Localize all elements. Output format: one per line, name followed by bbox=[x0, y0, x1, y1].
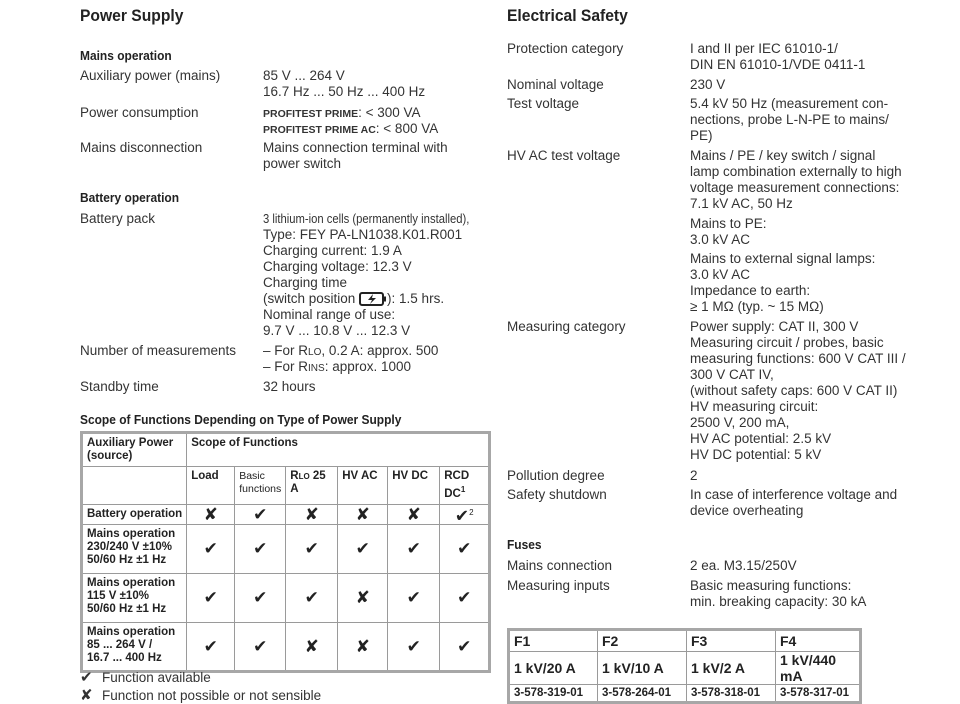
scope-cell: ✔ bbox=[187, 524, 235, 573]
fuse-part: 3-578-264-01 bbox=[598, 685, 687, 703]
battery-pack-value: Type: FEY PA-LN1038.K01.R001 Charging current: 1.9 A Charging voltage: 12.3 V Charging time bbox=[263, 227, 463, 290]
hv-ac-test-voltage-value: Mains / PE / key switch / signal lamp combination externally to high voltage measurement connections: 7.1 kV AC, 50 Hz bbox=[690, 148, 902, 211]
scope-cell: ✘ bbox=[338, 622, 388, 671]
nominal-voltage-label: Nominal voltage bbox=[507, 77, 604, 92]
fuse-inputs-value: Basic measuring functions: min. breaking capacity: 30 kA bbox=[690, 578, 867, 609]
mains-disconnection-value: Mains connection terminal with power switch bbox=[263, 140, 448, 171]
battery-operation-heading: Battery operation bbox=[80, 190, 180, 205]
safety-shutdown-label: Safety shutdown bbox=[507, 487, 607, 502]
aux-power-value: 85 V ... 264 V 16.7 Hz ... 50 Hz ... 400 Hz bbox=[263, 68, 426, 99]
scope-cell: ✘ bbox=[286, 622, 338, 671]
scope-row-label: Mains operation 85 ... 264 V / 16.7 ... 400 Hz bbox=[82, 622, 187, 671]
nominal-range-value: Nominal range of use: 9.7 V ... 10.8 V ... 12.3 V bbox=[263, 307, 411, 338]
scope-hdr-rlo: RLO 25 A bbox=[286, 467, 338, 505]
standby-value: 32 hours bbox=[263, 379, 316, 394]
test-voltage-label: Test voltage bbox=[507, 96, 580, 111]
scope-cell: ✔ bbox=[388, 573, 440, 622]
standby-label: Standby time bbox=[80, 379, 159, 394]
protection-category-value: I and II per IEC 61010-1/ DIN EN 61010-1/VDE 0411-1 bbox=[690, 41, 866, 72]
scope-hdr-load: Load bbox=[187, 467, 235, 505]
cross-icon: ✘ bbox=[80, 687, 93, 704]
scope-cell: ✔ bbox=[338, 524, 388, 573]
fuse-mains-value: 2 ea. M3.15/250V bbox=[690, 558, 797, 573]
scope-col-functions: Scope of Functions bbox=[187, 433, 490, 467]
scope-col-source: Auxiliary Power (source) bbox=[82, 433, 187, 467]
power-supply-title: Power Supply bbox=[80, 6, 184, 25]
scope-cell: ✔ bbox=[286, 573, 338, 622]
scope-cell: ✔$^2$ bbox=[440, 504, 490, 524]
scope-cell: ✔ bbox=[235, 573, 286, 622]
scope-row-label: Mains operation 230/240 V ±10% 50/60 Hz ±1 Hz bbox=[82, 524, 187, 573]
fuse-mains-label: Mains connection bbox=[507, 558, 613, 573]
electrical-safety-title: Electrical Safety bbox=[507, 6, 628, 25]
legend-available: ✔ Function available bbox=[80, 669, 211, 686]
scope-cell: ✘ bbox=[187, 504, 235, 524]
scope-cell: ✔ bbox=[187, 622, 235, 671]
scope-row-label: Mains operation 115 V ±10% 50/60 Hz ±1 Hz bbox=[82, 573, 187, 622]
scope-cell: ✔ bbox=[235, 504, 286, 524]
scope-cell: ✔ bbox=[235, 622, 286, 671]
fuse-part: 3-578-317-01 bbox=[776, 685, 861, 703]
scope-heading: Scope of Functions Depending on Type of Power Supply bbox=[80, 412, 402, 427]
fuse-rating: 1 kV/10 A bbox=[598, 652, 687, 685]
nominal-voltage-value: 230 V bbox=[690, 77, 726, 92]
scope-cell: ✔ bbox=[388, 622, 440, 671]
measurements-rins: – For RINS: approx. 1000 bbox=[263, 359, 412, 374]
fuse-rating: 1 kV/2 A bbox=[687, 652, 776, 685]
battery-pack-label: Battery pack bbox=[80, 211, 156, 226]
fuse-header: F4 bbox=[776, 630, 861, 652]
scope-hdr-hvdc: HV DC bbox=[388, 467, 440, 505]
power-consumption-label: Power consumption bbox=[80, 105, 199, 120]
mains-disconnection-label: Mains disconnection bbox=[80, 140, 203, 155]
power-consumption-ac-value: PROFITEST PRIME AC: < 800 VA bbox=[263, 121, 439, 136]
fuse-part: 3-578-319-01 bbox=[509, 685, 598, 703]
scope-hdr-hvac: HV AC bbox=[338, 467, 388, 505]
scope-cell: ✔ bbox=[388, 524, 440, 573]
fuse-rating: 1 kV/440 mA bbox=[776, 652, 861, 685]
battery-charge-icon bbox=[359, 292, 387, 306]
mains-operation-heading: Mains operation bbox=[80, 48, 172, 63]
fuse-rating: 1 kV/20 A bbox=[509, 652, 598, 685]
charging-time-value: (switch position ): 1.5 hrs. bbox=[263, 291, 445, 306]
scope-cell: ✔ bbox=[440, 524, 490, 573]
fuse-inputs-label: Measuring inputs bbox=[507, 578, 610, 593]
power-consumption-value: PROFITEST PRIME: < 300 VA bbox=[263, 105, 421, 120]
scope-hdr-basic: Basic functions bbox=[235, 467, 286, 505]
scope-cell: ✘ bbox=[388, 504, 440, 524]
scope-cell: ✔ bbox=[235, 524, 286, 573]
fuses-table bbox=[507, 628, 862, 704]
scope-cell: ✘ bbox=[338, 573, 388, 622]
scope-row-label: Battery operation bbox=[82, 504, 187, 524]
check-icon: ✔ bbox=[80, 669, 93, 686]
mains-to-pe-value: Mains to PE: 3.0 kV AC bbox=[690, 216, 767, 247]
safety-shutdown-value: In case of interference voltage and device overheating bbox=[690, 487, 898, 518]
measuring-category-value: Power supply: CAT II, 300 V Measuring circuit / probes, basic measuring functions: 600 V CAT III / 300 V CAT IV, (without safety caps: 600 V CAT II) HV measuring circuit: 2500 V, 200 mA, HV AC potential: 2.5 kV HV DC potential: 5 kV bbox=[690, 319, 906, 462]
scope-hdr-rcd: RCD $DC^1$ bbox=[440, 467, 490, 505]
fuse-header: F3 bbox=[687, 630, 776, 652]
measurements-rlo: – For RLO, 0.2 A: approx. 500 bbox=[263, 343, 439, 358]
test-voltage-value: 5.4 kV 50 Hz (measurement con- nections, probe L-N-PE to mains/ PE) bbox=[690, 96, 889, 143]
battery-pack-line1: 3 lithium-ion cells (permanently installed), bbox=[263, 212, 470, 226]
fuse-part: 3-578-318-01 bbox=[687, 685, 776, 703]
scope-cell: ✔ bbox=[440, 622, 490, 671]
fuse-header: F1 bbox=[509, 630, 598, 652]
hv-ac-test-voltage-label: HV AC test voltage bbox=[507, 148, 621, 163]
legend-not-possible: ✘ Function not possible or not sensible bbox=[80, 687, 322, 704]
scope-cell: ✔ bbox=[286, 524, 338, 573]
signal-lamps-value: Mains to external signal lamps: 3.0 kV AC Impedance to earth: ≥ 1 MΩ (typ. ~ 15 MΩ) bbox=[690, 251, 876, 314]
pollution-degree-value: 2 bbox=[690, 468, 698, 483]
scope-table bbox=[80, 431, 491, 673]
protection-category-label: Protection category bbox=[507, 41, 624, 56]
scope-cell: ✔ bbox=[187, 573, 235, 622]
scope-cell: ✘ bbox=[286, 504, 338, 524]
pollution-degree-label: Pollution degree bbox=[507, 468, 605, 483]
measurements-label: Number of measurements bbox=[80, 343, 237, 358]
fuses-heading: Fuses bbox=[507, 537, 542, 552]
scope-cell: ✔ bbox=[440, 573, 490, 622]
fuse-header: F2 bbox=[598, 630, 687, 652]
measuring-category-label: Measuring category bbox=[507, 319, 626, 334]
aux-power-label: Auxiliary power (mains) bbox=[80, 68, 221, 83]
scope-cell: ✘ bbox=[338, 504, 388, 524]
